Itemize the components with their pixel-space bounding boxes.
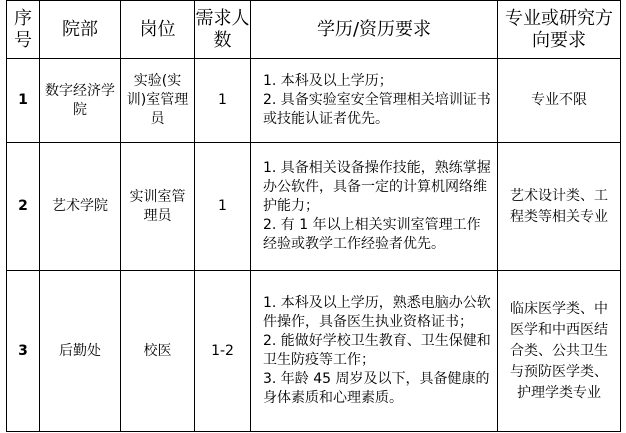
row-count: 1 (195, 143, 251, 271)
requirement-line: 2. 具备实验室安全管理相关培训证书或技能认证者优先。 (263, 92, 491, 127)
row-requirements (251, 59, 498, 143)
header-req: 学历/资历要求 (251, 1, 498, 59)
header-dept: 院部 (40, 1, 121, 59)
recruitment-table (6, 0, 621, 432)
requirement-line: 2. 能做好学校卫生教育、卫生保健和卫生防疫等工作； (263, 333, 491, 368)
row-dept: 后勤处 (40, 271, 121, 432)
table-row (7, 59, 621, 143)
row-post: 实验(实训)室管理员 (121, 59, 195, 143)
requirement-line: 2. 有 1 年以上相关实训室管理工作经验或教学工作经验者优先。 (263, 217, 481, 252)
row-dept: 艺术学院 (40, 143, 121, 271)
requirement-line: 1. 本科及以上学历； (263, 73, 393, 89)
row-seq: 3 (7, 271, 40, 432)
header-major: 专业或研究方向要求 (498, 1, 621, 59)
row-requirements (251, 143, 498, 271)
requirement-line: 1. 本科及以上学历，熟悉电脑办公软件操作，具备医生执业资格证书； (263, 295, 491, 330)
row-count: 1 (195, 59, 251, 143)
row-post: 实训室管理员 (121, 143, 195, 271)
requirement-line: 3. 年龄 45 周岁及以下，具备健康的身体素质和心理素质。 (263, 371, 490, 406)
row-major: 艺术设计类、工程类等相关专业 (498, 143, 621, 271)
table-row (7, 271, 621, 432)
header-seq: 序号 (7, 1, 40, 59)
row-count: 1-2 (195, 271, 251, 432)
row-requirements (251, 271, 498, 432)
requirement-line: 1. 具备相关设备操作技能，熟练掌握办公软件，具备一定的计算机网络维护能力； (263, 160, 491, 214)
row-major: 专业不限 (498, 59, 621, 143)
row-dept: 数字经济学院 (40, 59, 121, 143)
header-post: 岗位 (121, 1, 195, 59)
header-row (7, 1, 621, 59)
row-post: 校医 (121, 271, 195, 432)
table-row (7, 143, 621, 271)
row-seq: 2 (7, 143, 40, 271)
row-major: 临床医学类、中医学和中西医结合类、公共卫生与预防医学类、护理学类专业 (498, 271, 621, 432)
row-seq: 1 (7, 59, 40, 143)
header-count: 需求人数 (195, 1, 251, 59)
